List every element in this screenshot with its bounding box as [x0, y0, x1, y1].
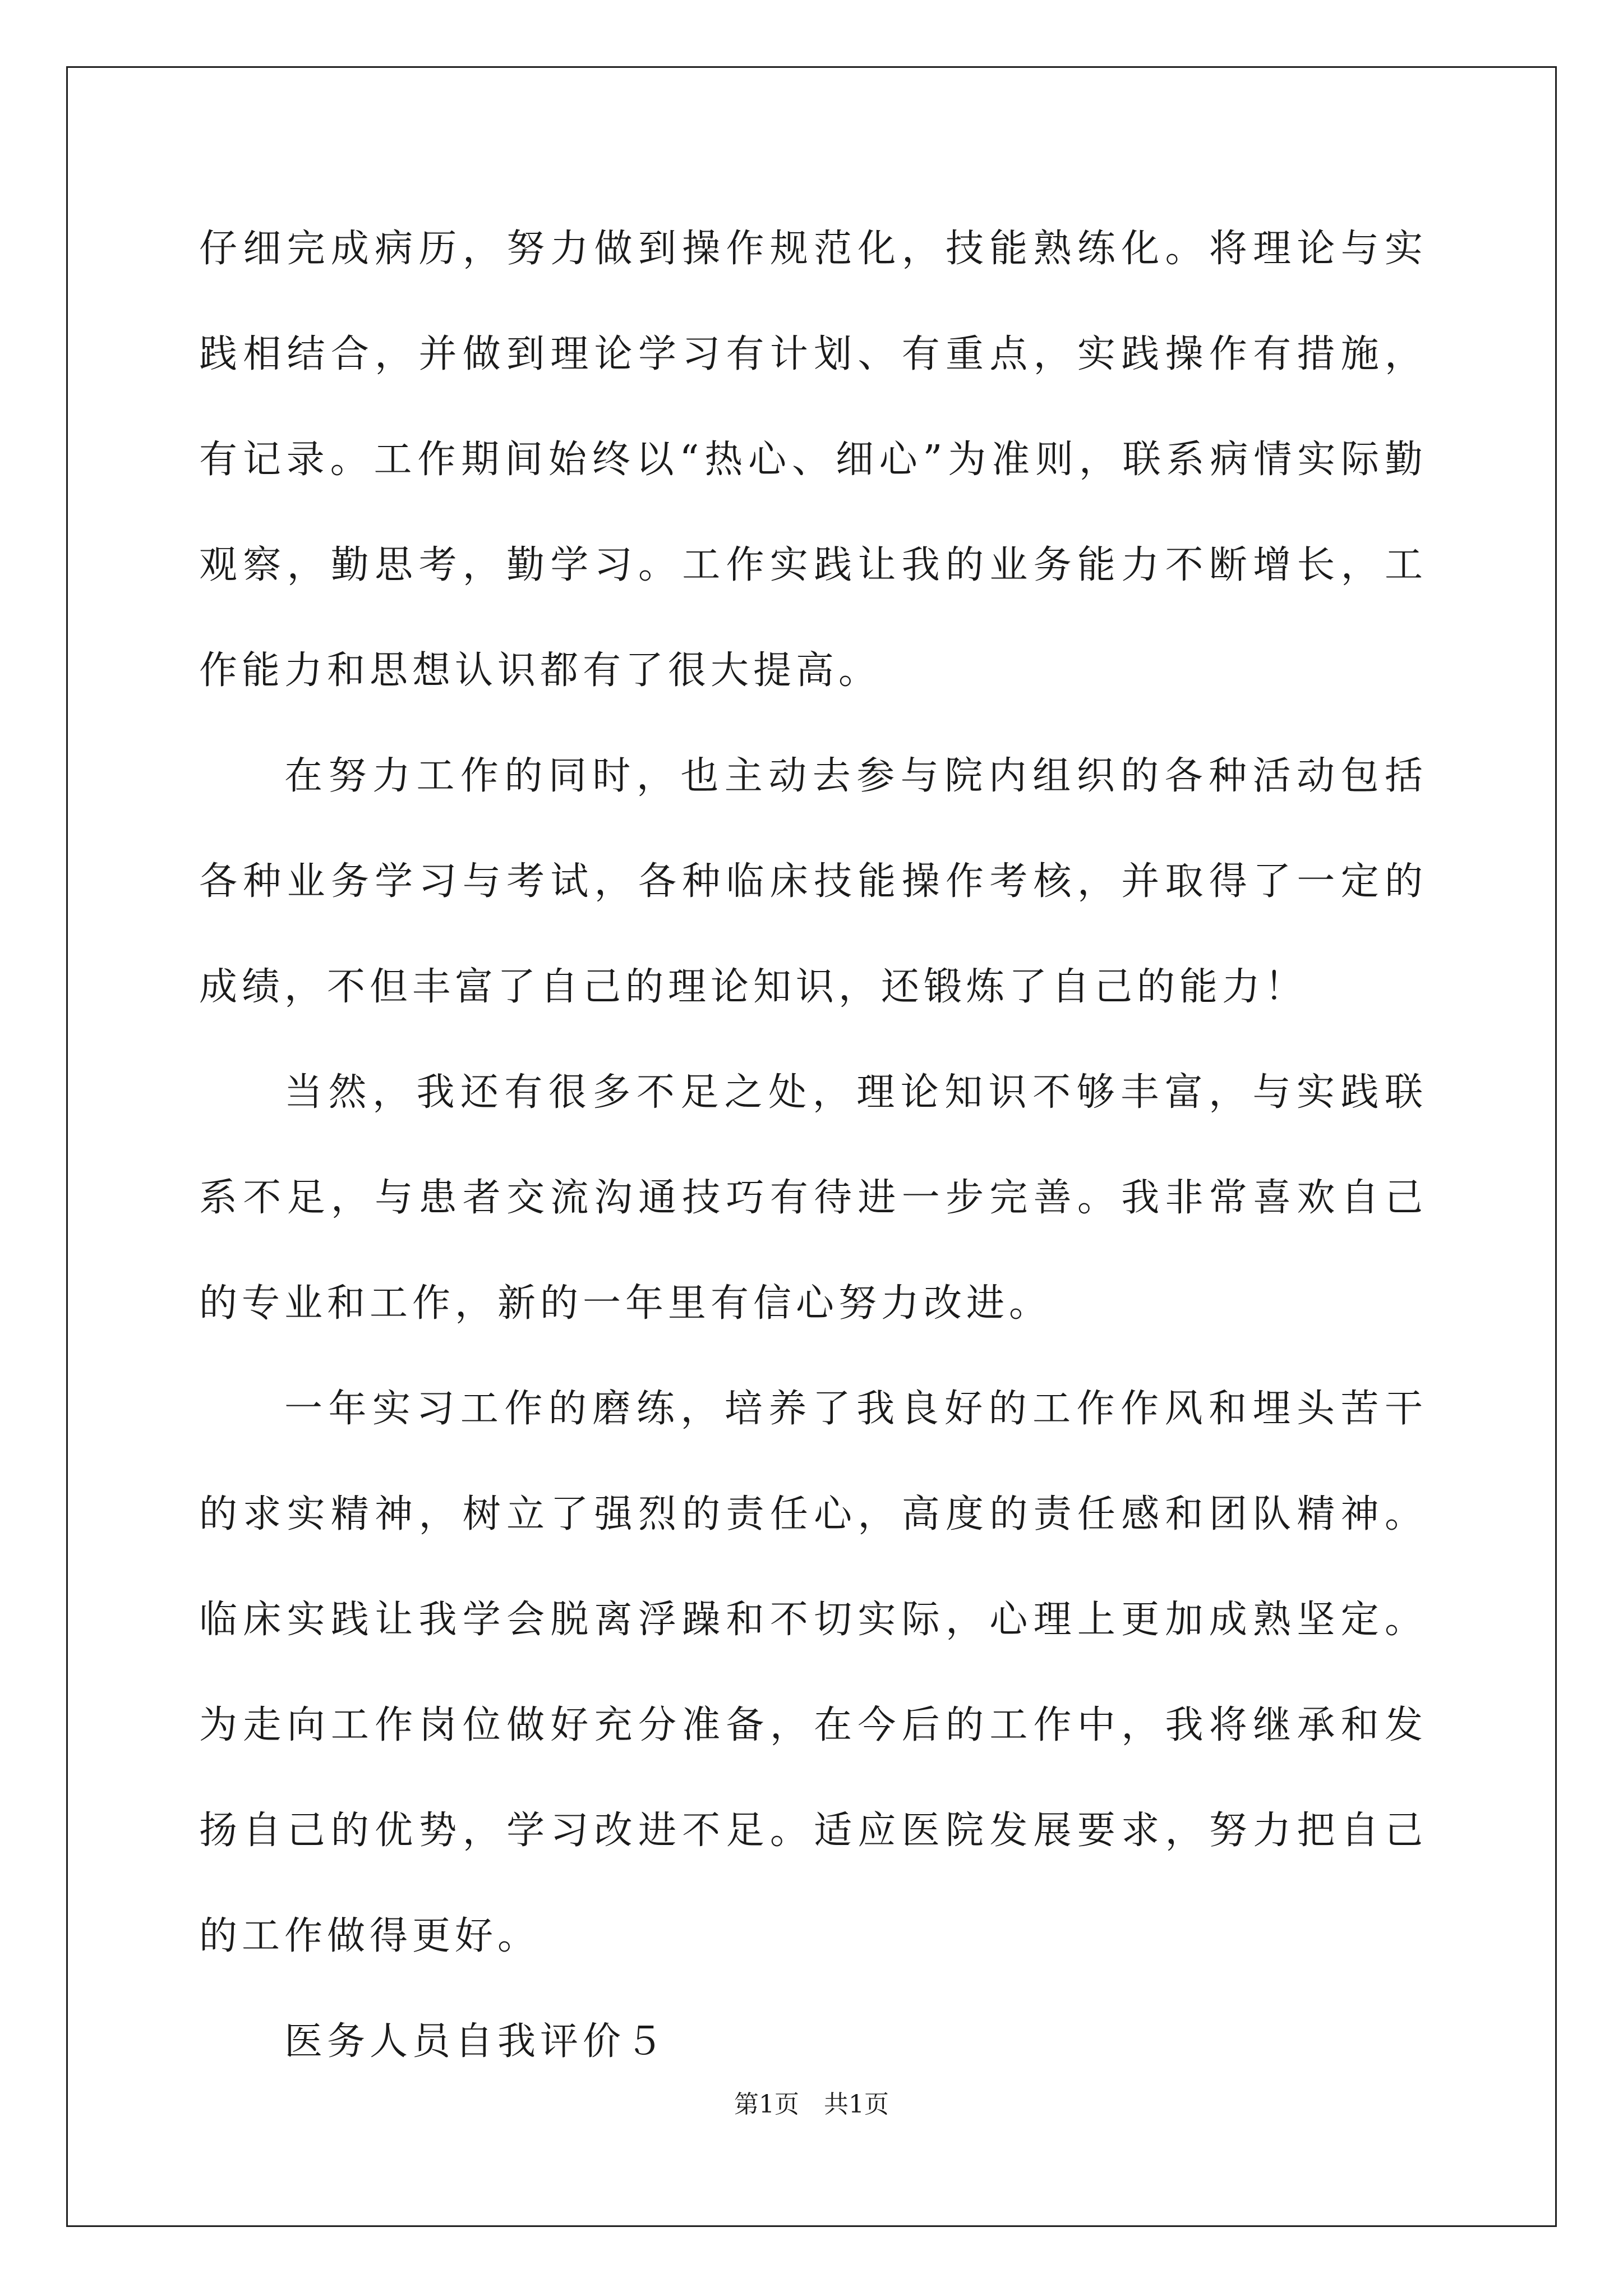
paragraph-3: 当然，我还有很多不足之处，理论知识不够丰富，与实践联系不足，与患者交流沟通技巧有待进一步完善。我非常喜欢自己的专业和工作，新的一年里有信心努力改进。	[199, 1070, 1427, 1326]
paragraph-4: 一年实习工作的磨练，培养了我良好的工作作风和埋头苦干的求实精神，树立了强烈的责任心，高度的责任感和团队精神。临床实践让我学会脱离浮躁和不切实际，心理上更加成熟坚定。为走向工作岗位做好充分准备，在今后的工作中，我将继承和发扬自己的优势，学习改进不足。适应医院发展要求，努力把自己的工作做得更好。	[199, 1387, 1427, 1958]
page-number: 第1页	[734, 2090, 799, 2119]
page-footer	[0, 2088, 1623, 2122]
paragraph-1: 仔细完成病历，努力做到操作规范化，技能熟练化。将理论与实践相结合，并做到理论学习有计划、有重点，实践操作有措施，有记录。工作期间始终以“热心、细心”为准则，联系病情实际勤观察，勤思考，勤学习。工作实践让我的业务能力不断增长，工作能力和思想认识都有了很大提高。	[199, 227, 1427, 693]
section-heading: 医务人员自我评价５	[284, 2019, 668, 2064]
page-total: 共1页	[824, 2090, 889, 2119]
document-body	[199, 196, 1427, 2095]
paragraph-2: 在努力工作的同时，也主动去参与院内组织的各种活动包括各种业务学习与考试，各种临床技能操作考核，并取得了一定的成绩，不但丰富了自己的理论知识，还锻炼了自己的能力！	[199, 754, 1427, 1009]
